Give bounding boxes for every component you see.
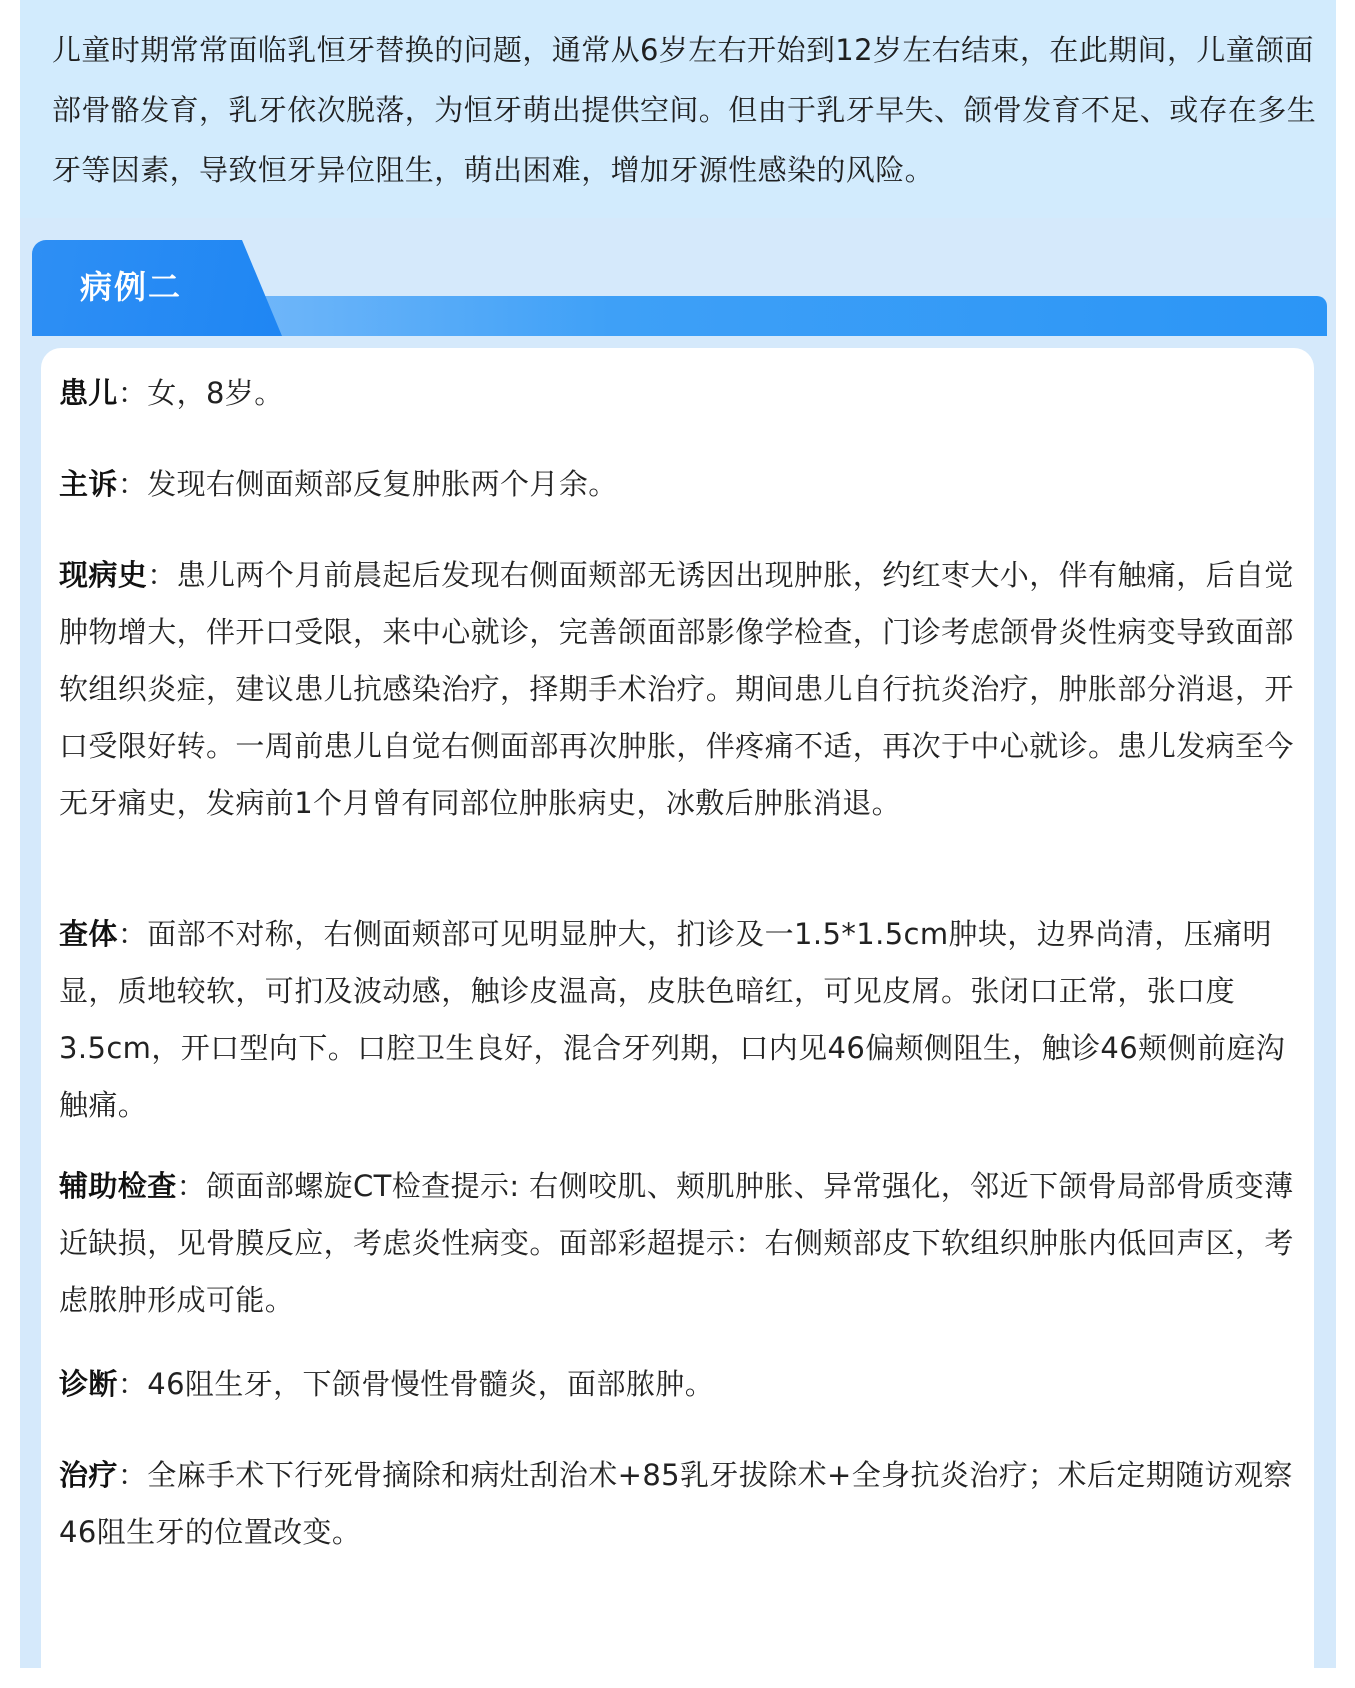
entry-label: 主诉 xyxy=(59,467,118,501)
entry-text: 全麻手术下行死骨摘除和病灶刮治术+85乳牙拔除术+全身抗炎治疗；术后定期随访观察46阻生牙的位置改变。 xyxy=(59,1458,1293,1549)
entry-label: 查体 xyxy=(59,917,118,951)
entry-separator: ： xyxy=(117,376,148,410)
entry-label: 现病史 xyxy=(59,558,148,592)
entry-separator: ： xyxy=(117,1367,148,1401)
entry-separator: ： xyxy=(117,467,148,501)
entry-separator: ： xyxy=(176,1169,207,1203)
entry-separator: ： xyxy=(117,917,148,951)
entry-text: 面部不对称，右侧面颊部可见明显肿大，扪诊及一1.5*1.5cm肿块，边界尚清，压痛明显，质地较软，可扪及波动感，触诊皮温高，皮肤色暗红，可见皮屑。张闭口正常，张口度3.5cm，开口型向下。口腔卫生良好，混合牙列期，口内见46偏颊侧阻生，触诊46颊侧前庭沟触痛。 xyxy=(59,917,1286,1122)
intro-paragraph: 儿童时期常常面临乳恒牙替换的问题，通常从6岁左右开始到12岁左右结束，在此期间，儿童颌面部骨骼发育，乳牙依次脱落，为恒牙萌出提供空间。但由于乳牙早失、颌骨发育不足、或存在多生牙等因素，导致恒牙异位阻生，萌出困难，增加牙源性感染的风险。 xyxy=(52,33,1317,187)
entry-treatment xyxy=(59,1447,1299,1561)
entry-text: 发现右侧面颊部反复肿胀两个月余。 xyxy=(147,467,618,501)
entry-auxiliary-exam xyxy=(59,1158,1299,1329)
entry-patient xyxy=(59,365,1299,422)
entry-label: 治疗 xyxy=(59,1458,118,1492)
entry-text: 46阻生牙，下颌骨慢性骨髓炎，面部脓肿。 xyxy=(147,1367,715,1401)
entry-text: 患儿两个月前晨起后发现右侧面颊部无诱因出现肿胀，约红枣大小，伴有触痛，后自觉肿物增大，伴开口受限，来中心就诊，完善颌面部影像学检查，门诊考虑颌骨炎性病变导致面部软组织炎症，建议患儿抗感染治疗，择期手术治疗。期间患儿自行抗炎治疗，肿胀部分消退，开口受限好转。一周前患儿自觉右侧面部再次肿胀，伴疼痛不适，再次于中心就诊。患儿发病至今无牙痛史，发病前1个月曾有同部位肿胀病史，冰敷后肿胀消退。 xyxy=(59,558,1294,820)
entry-physical-exam xyxy=(59,906,1299,1134)
case-card xyxy=(41,348,1314,1688)
entry-separator: ： xyxy=(117,1458,148,1492)
entry-label: 诊断 xyxy=(59,1367,118,1401)
section-header xyxy=(32,240,1327,336)
entry-text: 颌面部螺旋CT检查提示: 右侧咬肌、颊肌肿胀、异常强化，邻近下颌骨局部骨质变薄近缺损，见骨膜反应，考虑炎性病变。面部彩超提示：右侧颊部皮下软组织肿胀内低回声区，考虑脓肿形成可能。 xyxy=(59,1169,1294,1317)
entry-chief-complaint xyxy=(59,456,1299,513)
entry-diagnosis xyxy=(59,1356,1299,1413)
entry-label: 患儿 xyxy=(59,376,118,410)
entry-separator: ： xyxy=(147,558,177,592)
intro-panel xyxy=(20,0,1336,218)
entry-present-history xyxy=(59,547,1299,832)
entry-label: 辅助检查 xyxy=(59,1169,177,1203)
entry-text: 女，8岁。 xyxy=(147,376,284,410)
section-title: 病例二 xyxy=(80,268,183,306)
